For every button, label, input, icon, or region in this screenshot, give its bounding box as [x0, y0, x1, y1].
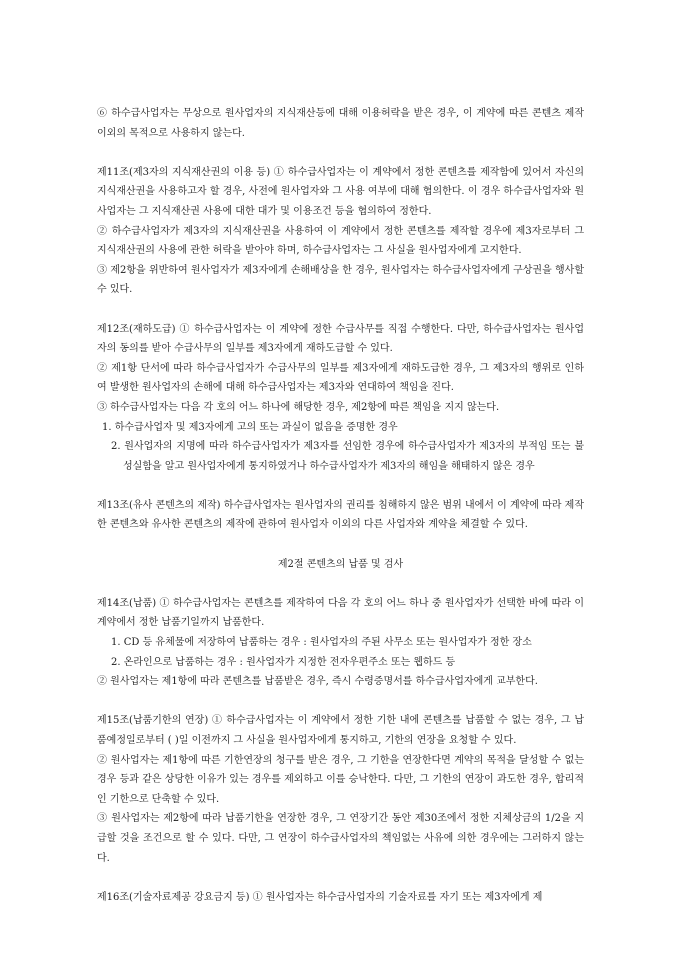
section-heading: 제2절 콘텐츠의 납품 및 검사	[277, 558, 404, 570]
paragraph-spacer	[97, 476, 584, 496]
article-15-item2: ② 원사업자는 제1항에 따른 기한연장의 청구를 받은 경우, 그 기한을 연장한다면 계약의 목적을 달성할 수 없는 경우 등과 같은 상당한 이유가 있는 경우를 제외하고 이를 승낙한다. 다만, 그 기한의 연장이 과도한 경우, 합리적인 기한으로 단축할 수 있다.	[97, 754, 584, 805]
article-16-item1: 제16조(기술자료제공 강요금지 등) ① 원사업자는 하수급사업자의 기술자료를 자기 또는 제3자에게 제	[97, 891, 543, 903]
paragraph-spacer	[97, 574, 584, 594]
article-14-item2: ② 원사업자는 제1항에 따라 콘텐츠를 납품받은 경우, 즉시 수령증명서를 하수급사업자에게 교부한다.	[97, 676, 538, 688]
article-12-subitem2: 2. 원사업자의 지명에 따라 하수급사업자가 제3자를 선임한 경우에 하수급사업자가 제3자의 부적임 또는 불성실함을 알고 원사업자에게 통지하였거나 하수급사업자가 제3자의 해임을 해태하지 않은 경우	[111, 441, 584, 472]
document-page	[97, 104, 584, 907]
article-14-subitem1: 1. CD 등 유체물에 저장하여 납품하는 경우 : 원사업자의 주된 사무소 또는 원사업자가 정한 장소	[111, 637, 532, 649]
article-11-item1: 제11조(제3자의 지식재산권의 이용 등) ① 하수급사업자는 이 계약에서 정한 콘텐츠를 제작함에 있어서 자신의 지식재산권을 사용하고자 할 경우, 사전에 원사업자와 그 사용 여부에 대해 협의한다. 이 경우 하수급사업자와 원사업자는 그 지식재산권 사용에 대한 대가 및 이용조건 등을 협의하여 정한다.	[97, 166, 584, 217]
paragraph-article10-item6: ⑥ 하수급사업자는 무상으로 원사업자의 지식재산등에 대해 이용허락을 받은 경우, 이 계약에 따른 콘텐츠 제작 이외의 목적으로 사용하지 않는다.	[97, 108, 584, 139]
paragraph-spacer	[97, 535, 584, 555]
paragraph-spacer	[97, 868, 584, 888]
paragraph-spacer	[97, 300, 584, 320]
paragraph-spacer	[97, 143, 584, 163]
article-12-item3: ③ 하수급사업자는 다음 각 호의 어느 하나에 해당한 경우, 제2항에 따른 책임을 지지 않는다.	[97, 401, 500, 413]
article-11-item3: ③ 제2항을 위반하여 원사업자가 제3자에게 손해배상을 한 경우, 원사업자는 하수급사업자에게 구상권을 행사할 수 있다.	[97, 264, 584, 296]
article-14-item1: 제14조(납품) ① 하수급사업자는 콘텐츠를 제작하여 다음 각 호의 어느 하나 중 원사업자가 선택한 바에 따라 이 계약에서 정한 납품기일까지 납품한다.	[97, 597, 584, 629]
article-12-subitem1: 1. 하수급사업자 및 제3자에게 고의 또는 과실이 없음을 증명한 경우	[102, 421, 398, 433]
article-14-subitem2: 2. 온라인으로 납품하는 경우 : 원사업자가 지정한 전자우편주소 또는 웹하드 등	[111, 656, 456, 668]
article-15-item3: ③ 원사업자는 제2항에 따라 납품기한을 연장한 경우, 그 연장기간 동안 제30조에서 정한 지체상금의 1/2을 지급할 것을 조건으로 할 수 있다. 다만, 그 연장이 하수급사업자의 책임없는 사유에 의한 경우에는 그러하지 않는다.	[97, 813, 584, 864]
article-13: 제13조(유사 콘텐츠의 제작) 하수급사업자는 원사업자의 권리를 침해하지 않은 범위 내에서 이 계약에 따라 제작한 콘텐츠와 유사한 콘텐츠의 제작에 관하여 원사업자 이외의 다른 사업자와 계약을 체결할 수 있다.	[97, 499, 584, 531]
paragraph-spacer	[97, 692, 584, 712]
article-15-item1: 제15조(납품기한의 연장) ① 하수급사업자는 이 계약에서 정한 기한 내에 콘텐츠를 납품할 수 없는 경우, 그 납품예정일로부터 ( )일 이전까지 그 사실을 원사업자에게 통지하고, 기한의 연장을 요청할 수 있다.	[97, 715, 584, 746]
article-11-item2: ② 하수급사업자가 제3자의 지식재산권을 사용하여 이 계약에서 정한 콘텐츠를 제작할 경우에 제3자로부터 그 지식재산권의 사용에 관한 허락을 받아야 하며, 하수급사업자는 그 사실을 원사업자에게 고지한다.	[97, 225, 584, 257]
article-12-item1: 제12조(재하도급) ① 하수급사업자는 이 계약에 정한 수급사무를 직접 수행한다. 다만, 하수급사업자는 원사업자의 동의를 받아 수급사무의 일부를 제3자에게 재하도급할 수 있다.	[97, 323, 584, 355]
article-12-item2: ② 제1항 단서에 따라 하수급사업자가 수급사무의 일부를 제3자에게 재하도급한 경우, 그 제3자의 행위로 인하여 발생한 원사업자의 손해에 대해 하수급사업자는 제3자와 연대하여 책임을 진다.	[97, 362, 584, 394]
